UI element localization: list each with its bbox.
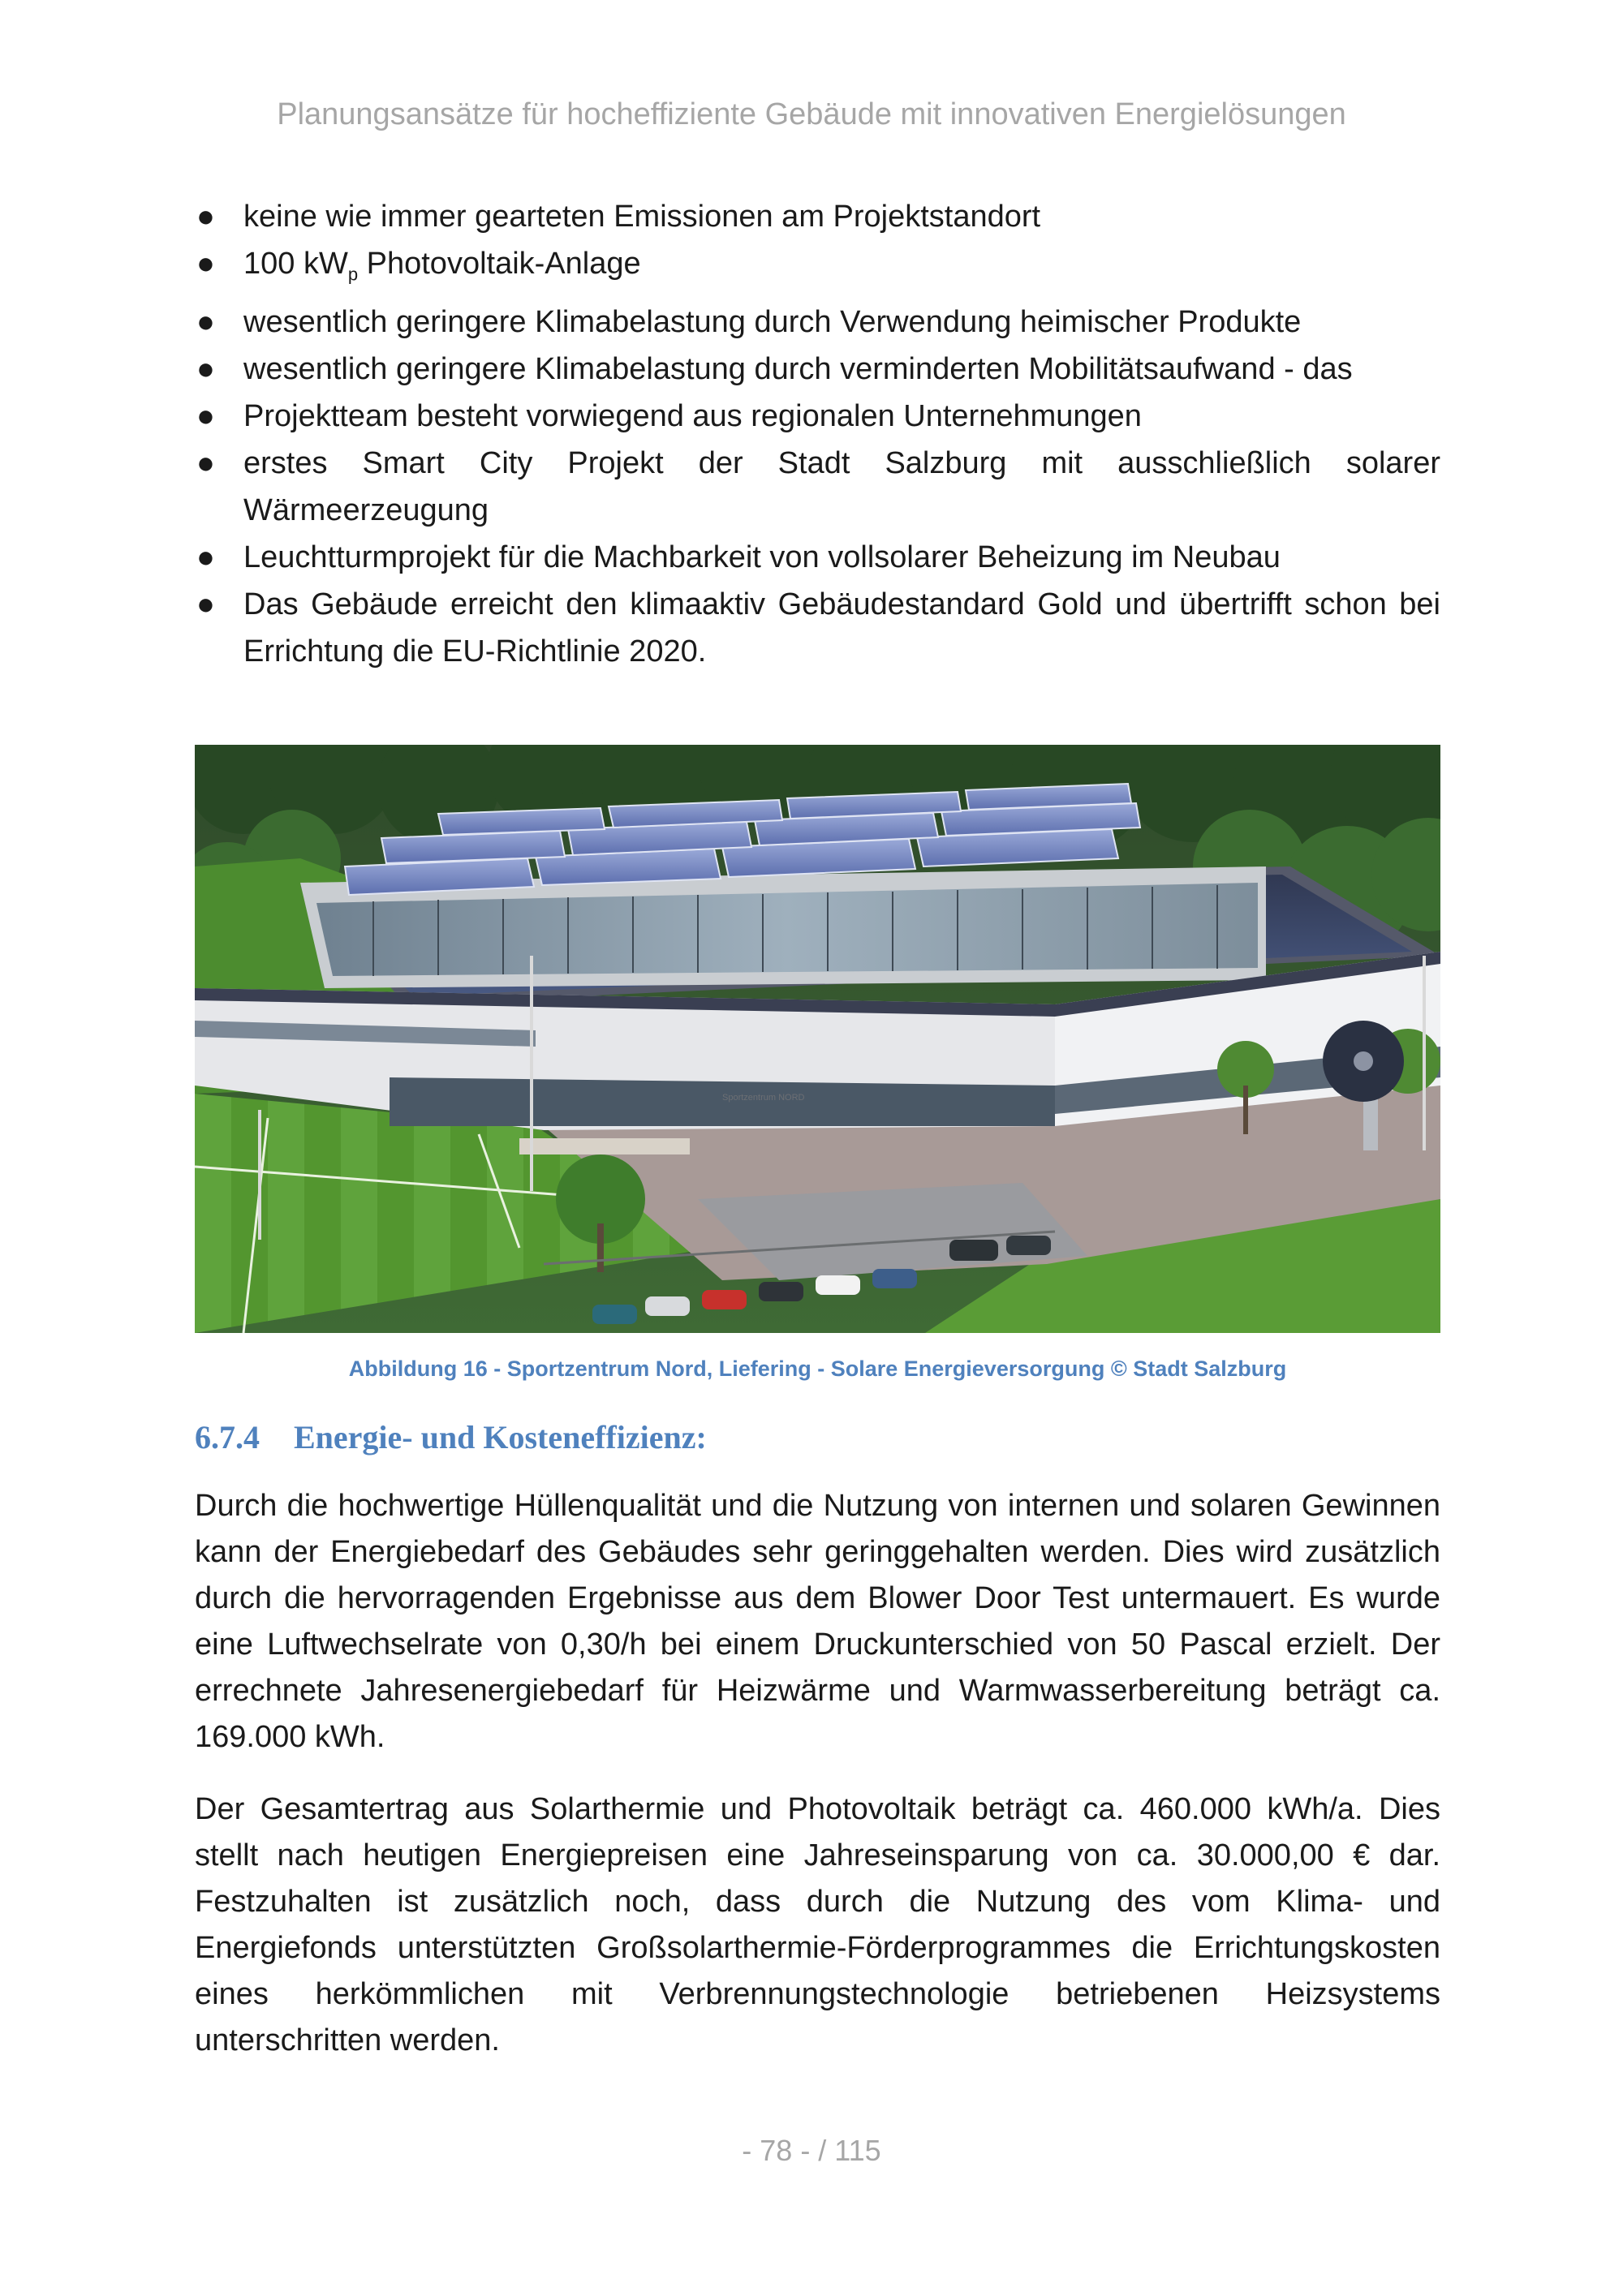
list-item [196, 193, 1440, 240]
list-item-text-continued: Wärmeerzeugung [243, 492, 489, 527]
list-item-text: wesentlich geringere Klimabelastung durch Verwendung heimischer Produkte [243, 304, 1302, 339]
running-header: Planungsansätze für hocheffiziente Gebäude mit innovativen Energielösungen [277, 97, 1346, 131]
list-item [196, 581, 1440, 675]
peak-subscript: p [347, 264, 359, 285]
section-title: Energie- und Kosteneffizienz: [294, 1419, 707, 1455]
list-item-text: Projektteam besteht vorwiegend aus regionalen Unternehmungen [243, 398, 1142, 433]
paragraph: Der Gesamtertrag aus Solarthermie und Photovoltaik beträgt ca. 460.000 kWh/a. Dies stellt nach heutigen Energiepreisen eine Jahreseinsparung von ca. 30.000,00 € dar. Festzuhalten ist zusätzlich noch, dass durch die Nutzung des vom Klima- und Energiefonds unterstützten Großsolarthermie-Förderprogrammes die Errichtungskosten eines herkömmlichen mit Verbrennungstechnologie betriebenen Heizsystems unterschritten werden. [195, 1792, 1440, 2057]
list-item [196, 440, 1440, 534]
section-number: 6.7.4 [195, 1419, 260, 1455]
list-item-text: Das Gebäude erreicht den klimaaktiv Gebäudestandard Gold und übertrifft schon bei Errichtung die EU-Richtlinie 2020. [243, 587, 1440, 669]
list-item [196, 393, 1440, 440]
list-item [196, 346, 1440, 393]
bullet-icon: ● [196, 304, 215, 339]
list-item-text: erstes Smart City Projekt der Stadt Salzburg mit ausschließlich solarer [243, 445, 1440, 480]
page-number: - 78 - / 115 [742, 2134, 881, 2167]
terrace [519, 1138, 690, 1154]
pv-power-value: 100 kW [243, 247, 348, 281]
bullet-icon: ● [196, 540, 215, 574]
building-photo [195, 745, 1440, 1333]
bullet-icon: ● [196, 587, 215, 621]
figure-caption: Abbildung 16 - Sportzentrum Nord, Liefering - Solare Energieversorgung © Stadt Salzburg [348, 1357, 1287, 1381]
list-item-text: Leuchtturmprojekt für die Machbarkeit von vollsolarer Beheizung im Neubau [243, 540, 1281, 574]
list-item-text: wesentlich geringere Klimabelastung durch verminderten Mobilitätsaufwand - das [243, 351, 1353, 386]
bullet-icon: ● [196, 445, 215, 480]
bullet-icon: ● [196, 351, 215, 386]
paragraph: Durch die hochwertige Hüllenqualität und die Nutzung von internen und solaren Gewinnen kann der Energiebedarf des Gebäudes sehr geringgehalten werden. Dies wird zusätzlich durch die hervorragenden Ergebnisse aus dem Blower Door Test untermauert. Es wurde eine Luftwechselrate von 0,30/h bei einem Druckunterschied von 50 Pascal erzielt. Der errechnete Jahresenergiebedarf für Heizwärme und Warmwasserbereitung beträgt ca. 169.000 kWh. [195, 1489, 1440, 1754]
bullet-icon: ● [196, 398, 215, 433]
list-item-text: keine wie immer gearteten Emissionen am Projektstandort [243, 200, 1041, 234]
list-item [196, 299, 1440, 346]
bullet-icon: ● [196, 247, 215, 281]
bullet-list [196, 193, 1440, 675]
pv-label: Photovoltaik-Anlage [358, 247, 641, 281]
section-heading [195, 1418, 1440, 1456]
list-item [196, 534, 1440, 581]
list-item [196, 240, 1440, 299]
bullet-icon: ● [196, 200, 215, 234]
list-item-text [243, 240, 1440, 299]
building-sign: Sportzentrum NORD [722, 1093, 805, 1103]
